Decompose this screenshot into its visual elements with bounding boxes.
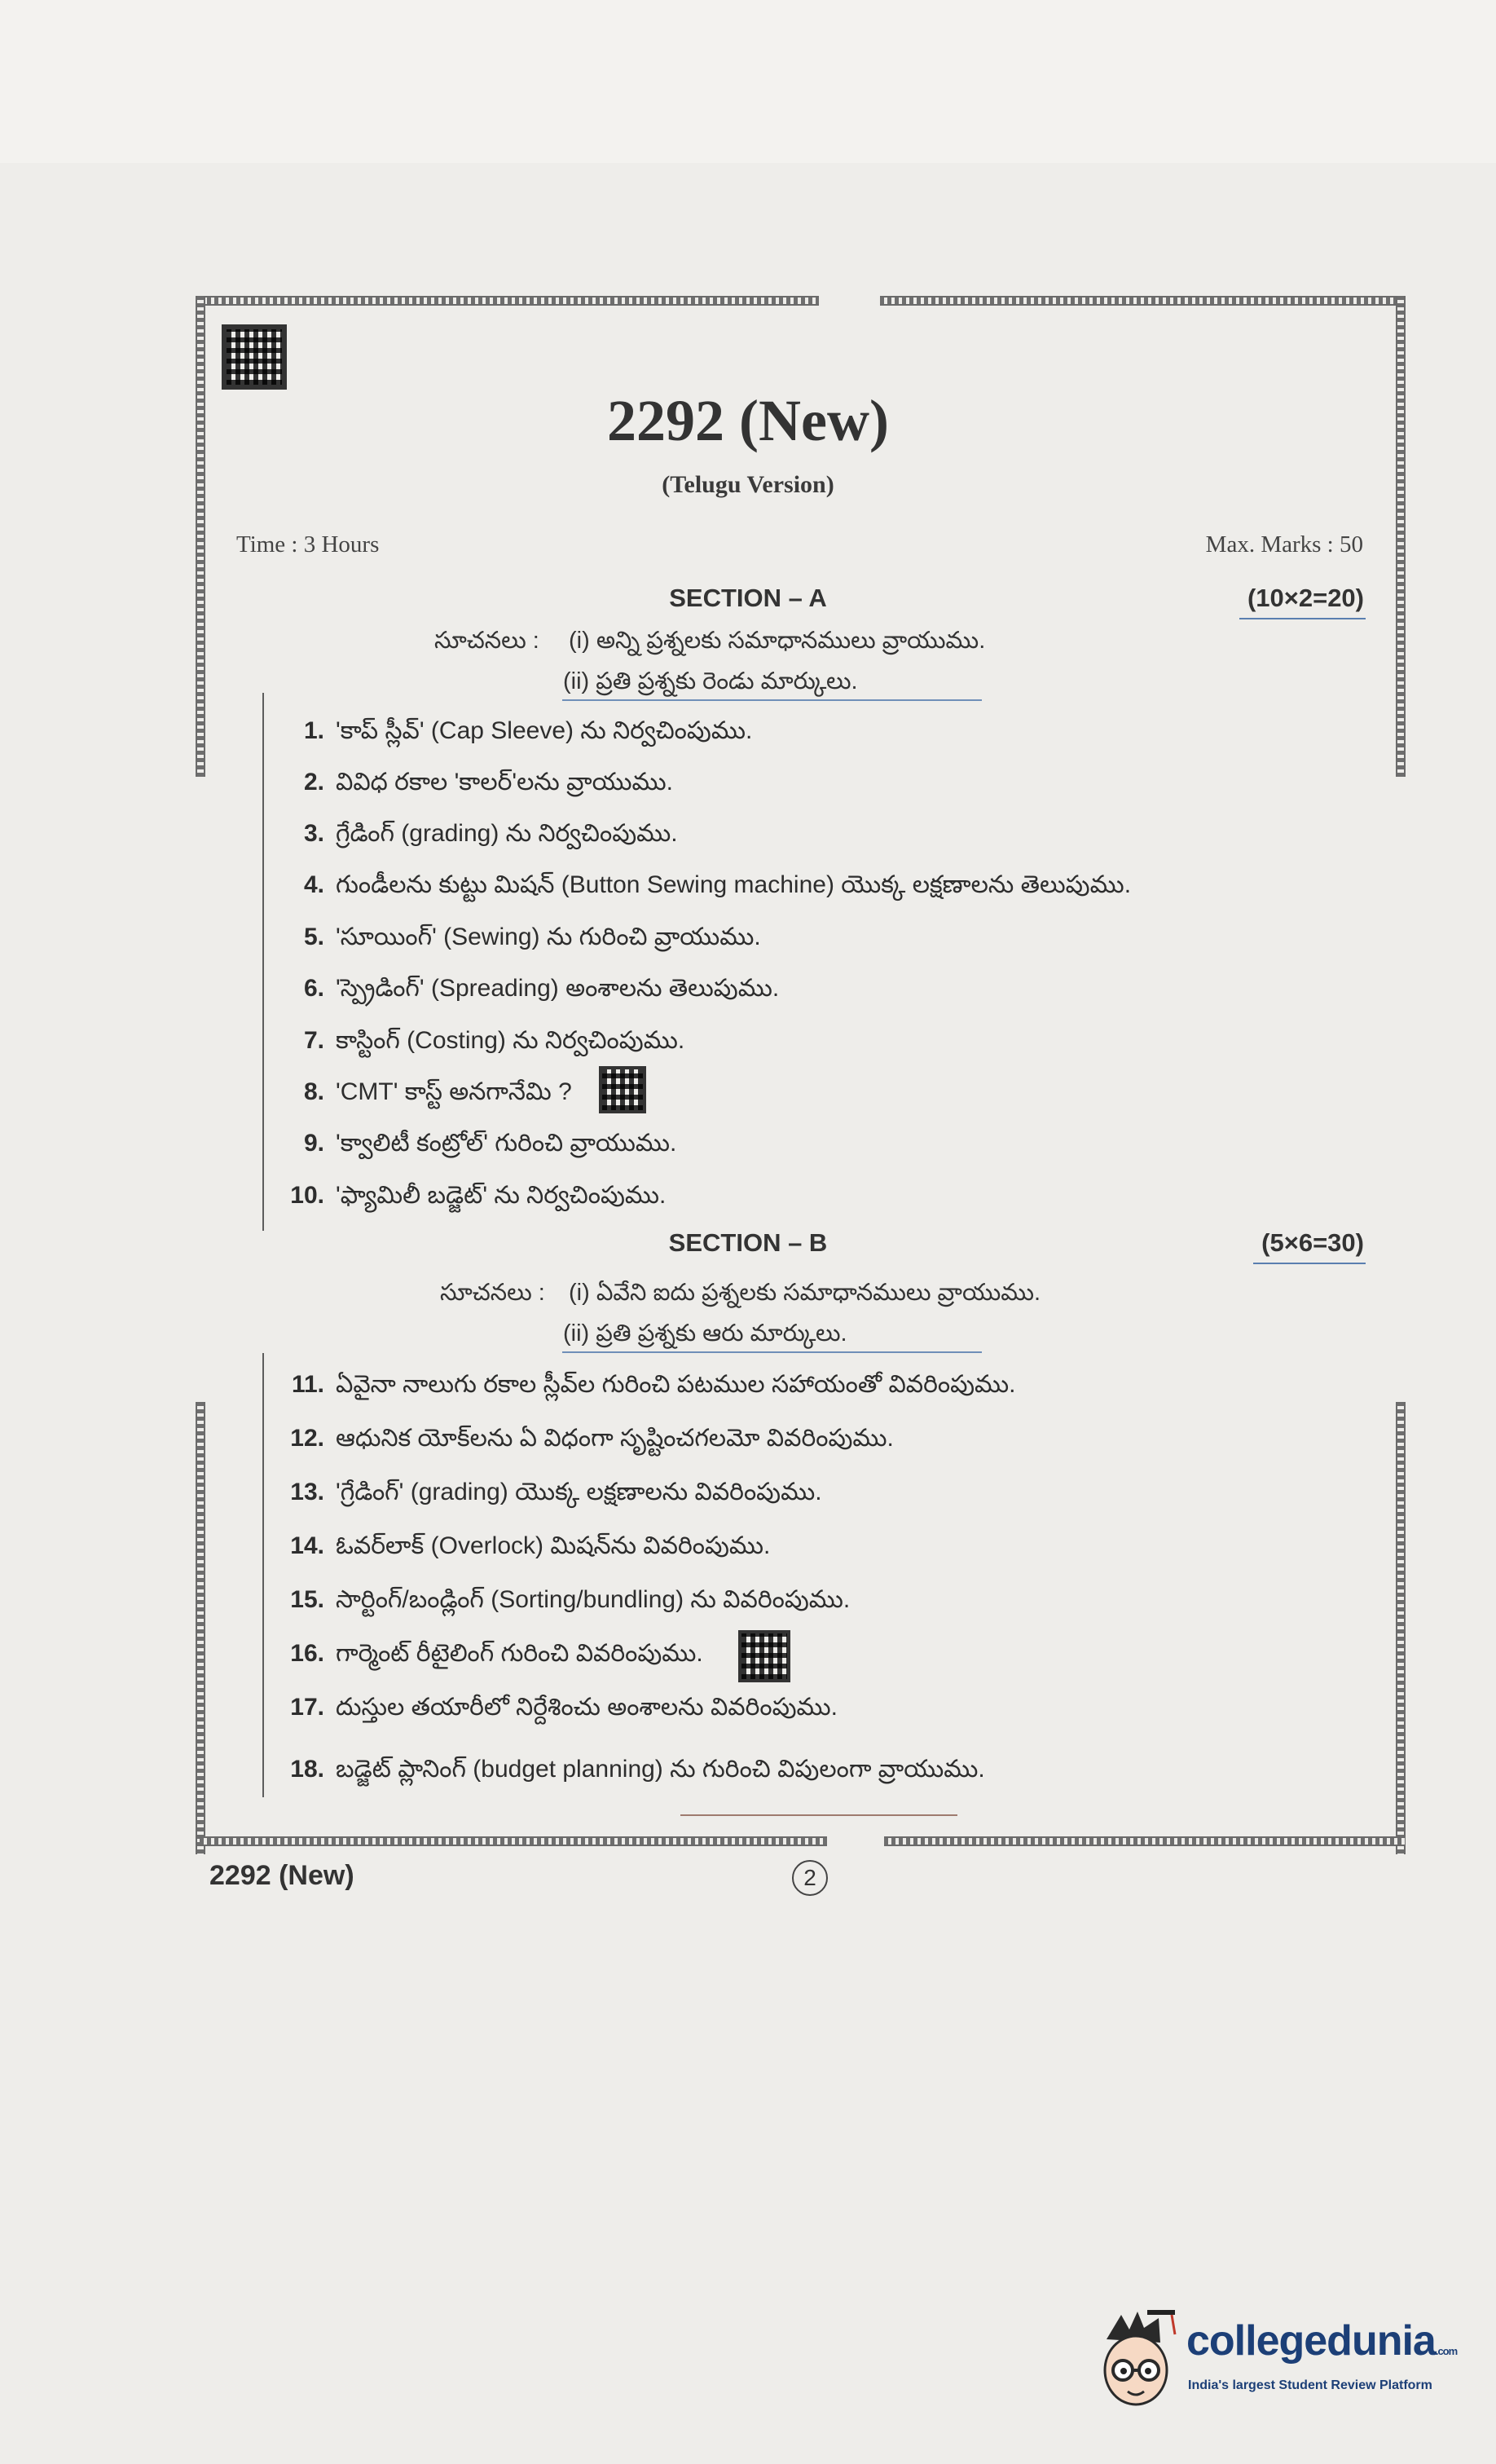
question-item bbox=[269, 1640, 703, 1673]
question-number: 8. bbox=[303, 1078, 324, 1105]
frame-top-left bbox=[200, 296, 819, 306]
question-text: గ్రేడింగ్ (grading) ను నిర్వచింపుము. bbox=[336, 820, 678, 847]
question-text: 'గ్రేడింగ్' (grading) యొక్క లక్షణాలను వివరింపుము. bbox=[336, 1479, 822, 1505]
question-text: 'ఫ్యామిలీ బడ్జెట్' ను నిర్వచింపుము. bbox=[336, 1182, 667, 1209]
section-b-marks bbox=[1261, 1228, 1364, 1258]
section-a-margin-line bbox=[262, 693, 264, 1231]
question-number: 15. bbox=[290, 1586, 324, 1613]
question-item bbox=[269, 1078, 572, 1112]
qr-code-header bbox=[222, 324, 287, 390]
collegedunia-logo bbox=[1090, 2307, 1465, 2421]
section-a-marks-underline bbox=[1239, 618, 1366, 619]
question-item bbox=[269, 1532, 770, 1566]
instructions-label: సూచనలు : bbox=[434, 628, 539, 654]
question-number: 12. bbox=[290, 1425, 324, 1452]
time-allowed: Time : 3 Hours bbox=[236, 531, 380, 558]
question-number: 5. bbox=[303, 923, 324, 950]
frame-right-upper bbox=[1396, 296, 1406, 777]
section-a-marks-text: (10×2=20) bbox=[1247, 584, 1364, 612]
question-text: సార్టింగ్/బండ్లింగ్ (Sorting/bundling) ను వివరింపుము. bbox=[336, 1586, 851, 1613]
question-text: 'స్ప్రెడింగ్' (Spreading) అంశాలను తెలుపుము. bbox=[336, 975, 780, 1002]
section-a-marks bbox=[1247, 584, 1364, 613]
question-text: వివిధ రకాల 'కాలర్'లను వ్రాయుము. bbox=[336, 769, 674, 796]
section-a-instructions-underline bbox=[562, 699, 982, 701]
question-item bbox=[269, 1130, 676, 1163]
frame-bottom-left bbox=[200, 1836, 827, 1846]
instruction-line: (i) ఏవేని ఐదు ప్రశ్నలకు సమాధానములు వ్రాయుము. bbox=[569, 1280, 1041, 1306]
question-item bbox=[269, 1756, 985, 1789]
question-item bbox=[269, 1182, 666, 1215]
question-number: 14. bbox=[290, 1532, 324, 1559]
brand-text: collegedunia bbox=[1186, 2317, 1436, 2365]
section-b-marks-text: (5×6=30) bbox=[1261, 1228, 1364, 1257]
question-number: 11. bbox=[291, 1371, 324, 1398]
frame-right-lower bbox=[1396, 1402, 1406, 1854]
question-item bbox=[269, 820, 678, 853]
question-number: 1. bbox=[303, 717, 324, 744]
question-item bbox=[269, 871, 1131, 905]
question-text: ఏవైనా నాలుగు రకాల స్లీవ్‌ల గురించి పటముల సహాయంతో వివరింపుము. bbox=[336, 1371, 1016, 1398]
question-number: 6. bbox=[303, 975, 324, 1002]
mascot-icon bbox=[1090, 2307, 1181, 2413]
question-number: 2. bbox=[303, 769, 324, 796]
question-text: గార్మెంట్ రీటైలింగ్ గురించి వివరింపుము. bbox=[336, 1640, 703, 1667]
question-number: 16. bbox=[290, 1640, 324, 1667]
qr-code-question-16 bbox=[738, 1630, 790, 1682]
brand-tagline: India's largest Student Review Platform bbox=[1188, 2378, 1432, 2392]
question-number: 13. bbox=[290, 1479, 324, 1505]
section-b-marks-underline bbox=[1253, 1263, 1366, 1264]
question-number: 17. bbox=[290, 1694, 324, 1721]
question-number: 9. bbox=[303, 1130, 324, 1157]
frame-left-lower bbox=[196, 1402, 205, 1854]
question-text: ఆధునిక యోక్‌లను ఏ విధంగా సృష్టించగలమో వివరింపుము. bbox=[336, 1425, 894, 1452]
question-number: 4. bbox=[303, 871, 324, 898]
instruction-line: (ii) ప్రతి ప్రశ్నకు ఆరు మార్కులు. bbox=[563, 1320, 847, 1347]
question-number: 7. bbox=[303, 1027, 324, 1054]
question-number: 3. bbox=[303, 820, 324, 847]
frame-bottom-right bbox=[884, 1836, 1406, 1846]
question-item bbox=[269, 1371, 1016, 1404]
version-subtitle: (Telugu Version) bbox=[662, 471, 834, 498]
page-number: 2 bbox=[792, 1860, 828, 1896]
brand-name bbox=[1186, 2316, 1457, 2365]
question-item bbox=[269, 1694, 838, 1727]
qr-code-question-8 bbox=[599, 1066, 646, 1113]
section-b-margin-line bbox=[262, 1353, 264, 1797]
question-item bbox=[269, 923, 761, 957]
question-number: 18. bbox=[290, 1756, 324, 1783]
brand-domain: .com bbox=[1435, 2345, 1458, 2357]
section-b-title: SECTION – B bbox=[668, 1228, 828, 1257]
section-a-title: SECTION – A bbox=[669, 584, 827, 612]
footer-paper-code: 2292 (New) bbox=[209, 1860, 354, 1891]
question-item bbox=[269, 1479, 822, 1512]
question-text: కాస్టింగ్ (Costing) ను నిర్వచింపుము. bbox=[336, 1027, 685, 1054]
frame-top-right bbox=[880, 296, 1401, 306]
question-text: గుండీలను కుట్టు మిషన్ (Button Sewing machine) యొక్క లక్షణాలను తెలుపుము. bbox=[336, 871, 1132, 898]
frame-left-upper bbox=[196, 296, 205, 777]
question-text: 'సూయింగ్' (Sewing) ను గురించి వ్రాయుము. bbox=[336, 923, 761, 950]
question-text: దుస్తుల తయారీలో నిర్దేశించు అంశాలను వివరింపుము. bbox=[336, 1694, 838, 1721]
question-text: ఓవర్‌లాక్ (Overlock) మిషన్‌ను వివరింపుము. bbox=[336, 1532, 771, 1559]
question-item bbox=[269, 1586, 850, 1620]
page-sheet bbox=[0, 163, 1496, 2464]
question-text: 'క్వాలిటీ కంట్రోల్' గురించి వ్రాయుము. bbox=[336, 1130, 677, 1157]
question-item bbox=[269, 717, 752, 751]
question-text: బడ్జెట్ ప్లానింగ్ (budget planning) ను గురించి విపులంగా వ్రాయుము. bbox=[336, 1756, 985, 1783]
instruction-line: (i) అన్ని ప్రశ్నలకు సమాధానములు వ్రాయుము. bbox=[569, 628, 986, 654]
question-text: 'కాప్ స్లీవ్' (Cap Sleeve) ను నిర్వచింపుము. bbox=[336, 717, 753, 744]
end-of-paper-line bbox=[680, 1814, 957, 1816]
question-item bbox=[269, 975, 779, 1008]
question-item bbox=[269, 1027, 684, 1060]
question-item bbox=[269, 1425, 894, 1458]
paper-code-title: 2292 (New) bbox=[607, 388, 889, 453]
instructions-label: సూచనలు : bbox=[440, 1280, 545, 1306]
question-text: 'CMT' కాస్ట్ అనగానేమి ? bbox=[336, 1078, 572, 1105]
section-b-instructions-underline bbox=[562, 1351, 982, 1353]
max-marks: Max. Marks : 50 bbox=[1205, 531, 1363, 558]
question-item bbox=[269, 769, 673, 802]
instruction-line: (ii) ప్రతి ప్రశ్నకు రెండు మార్కులు. bbox=[563, 668, 858, 694]
question-number: 10. bbox=[290, 1182, 324, 1209]
